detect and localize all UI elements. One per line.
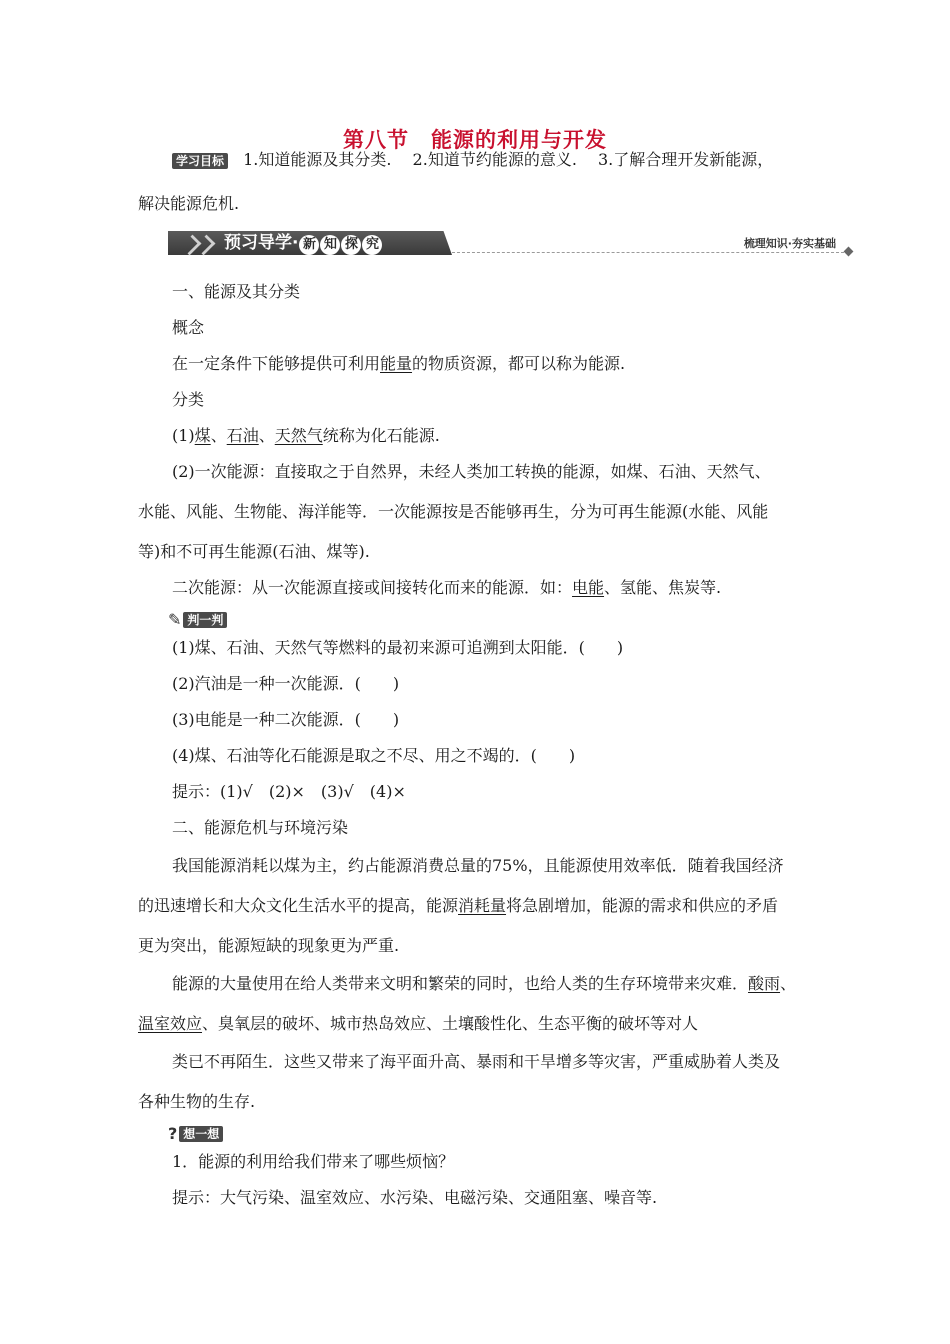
banner-left-text: 预习导学·	[224, 233, 299, 253]
section-banner	[168, 229, 854, 259]
classification-label: 分类	[172, 390, 205, 409]
objectives-line-1	[172, 150, 773, 170]
classification-item-2-line-1: (2)一次能源：直接取之于自然界，未经人类加工转换的能源，如煤、石油、天然气、	[172, 462, 771, 481]
underlined-answer: 消耗量	[458, 896, 507, 915]
judge-question-1: (1)煤、石油、天然气等燃料的最初来源可追溯到太阳能．( )	[172, 638, 624, 657]
pen-icon: ✎	[168, 610, 182, 629]
underlined-answer: 石油	[226, 426, 259, 445]
section2-para2-line2: 温室效应、臭氧层的破坏、城市热岛效应、土壤酸性化、生态平衡的破坏等对人	[138, 1014, 699, 1033]
objectives-text: 1.知道能源及其分类. 2.知道节约能源的意义. 3.了解合理开发新能源，	[243, 150, 774, 169]
judge-hint: 提示：(1)√ (2)× (3)√ (4)×	[172, 782, 406, 801]
underlined-answer: 煤	[194, 426, 211, 445]
think-hint: 提示：大气污染、温室效应、水污染、电磁污染、交通阻塞、噪音等.	[172, 1188, 658, 1207]
section2-para1-line1: 我国能源消耗以煤为主，约占能源消费总量的75%，且能源使用效率低．随着我国经济	[172, 856, 784, 875]
secondary-energy: 二次能源：从一次能源直接或间接转化而来的能源．如：电能、氢能、焦炭等.	[172, 578, 722, 597]
underlined-answer: 能量	[380, 354, 413, 373]
banner-char: 新	[299, 235, 319, 255]
banner-char: 究	[362, 235, 382, 255]
banner-char: 探	[341, 235, 361, 255]
think-question-1: 1．能源的利用给我们带来了哪些烦恼？	[172, 1152, 455, 1171]
underlined-answer: 酸雨	[748, 974, 781, 993]
classification-item-2-line-3: 等)和不可再生能源(石油、煤等).	[138, 542, 370, 561]
section2-para1-line2: 的迅速增长和大众文化生活水平的提高，能源消耗量将急剧增加，能源的需求和供应的矛盾	[138, 896, 779, 915]
section2-para1-line3: 更为突出，能源短缺的现象更为严重.	[138, 936, 400, 955]
banner-right-text: 梳理知识·夯实基础	[743, 237, 836, 250]
section1-heading: 一、能源及其分类	[172, 282, 301, 301]
page-title: 第八节 能源的利用与开发	[343, 128, 607, 152]
question-icon: ?	[168, 1124, 178, 1143]
judge-tag	[168, 610, 227, 629]
judge-label: 判一判	[183, 612, 227, 628]
objectives-line-2: 解决能源危机.	[138, 194, 240, 213]
banner-title	[224, 233, 382, 255]
section2-para2-line1: 能源的大量使用在给人类带来文明和繁荣的同时，也给人类的生存环境带来灾难．酸雨、	[172, 974, 797, 993]
section2-para2-line4: 各种生物的生存.	[138, 1092, 256, 1111]
section2-para2-line3: 类已不再陌生．这些又带来了海平面升高、暴雨和干旱增多等灾害，严重威胁着人类及	[172, 1052, 781, 1071]
judge-question-2: (2)汽油是一种一次能源．( )	[172, 674, 400, 693]
banner-dashed-rule	[452, 252, 844, 253]
concept-label: 概念	[172, 318, 205, 337]
judge-question-3: (3)电能是一种二次能源．( )	[172, 710, 400, 729]
underlined-answer: 电能	[572, 578, 605, 597]
judge-question-4: (4)煤、石油等化石能源是取之不尽、用之不竭的．( )	[172, 746, 576, 765]
concept-text: 在一定条件下能够提供可利用能量的物质资源，都可以称为能源.	[172, 354, 626, 373]
underlined-answer: 天然气	[274, 426, 323, 445]
think-label: 想一想	[179, 1126, 223, 1142]
underlined-answer: 温室效应	[138, 1014, 203, 1033]
think-tag	[168, 1124, 223, 1143]
classification-item-1: (1)煤、石油、天然气统称为化石能源.	[172, 426, 440, 445]
banner-char: 知	[320, 235, 340, 255]
classification-item-2-line-2: 水能、风能、生物能、海洋能等．一次能源按是否能够再生，分为可再生能源(水能、风能	[138, 502, 769, 521]
diamond-icon	[844, 247, 854, 257]
objectives-badge: 学习目标	[172, 153, 228, 169]
section2-heading: 二、能源危机与环境污染	[172, 818, 349, 837]
